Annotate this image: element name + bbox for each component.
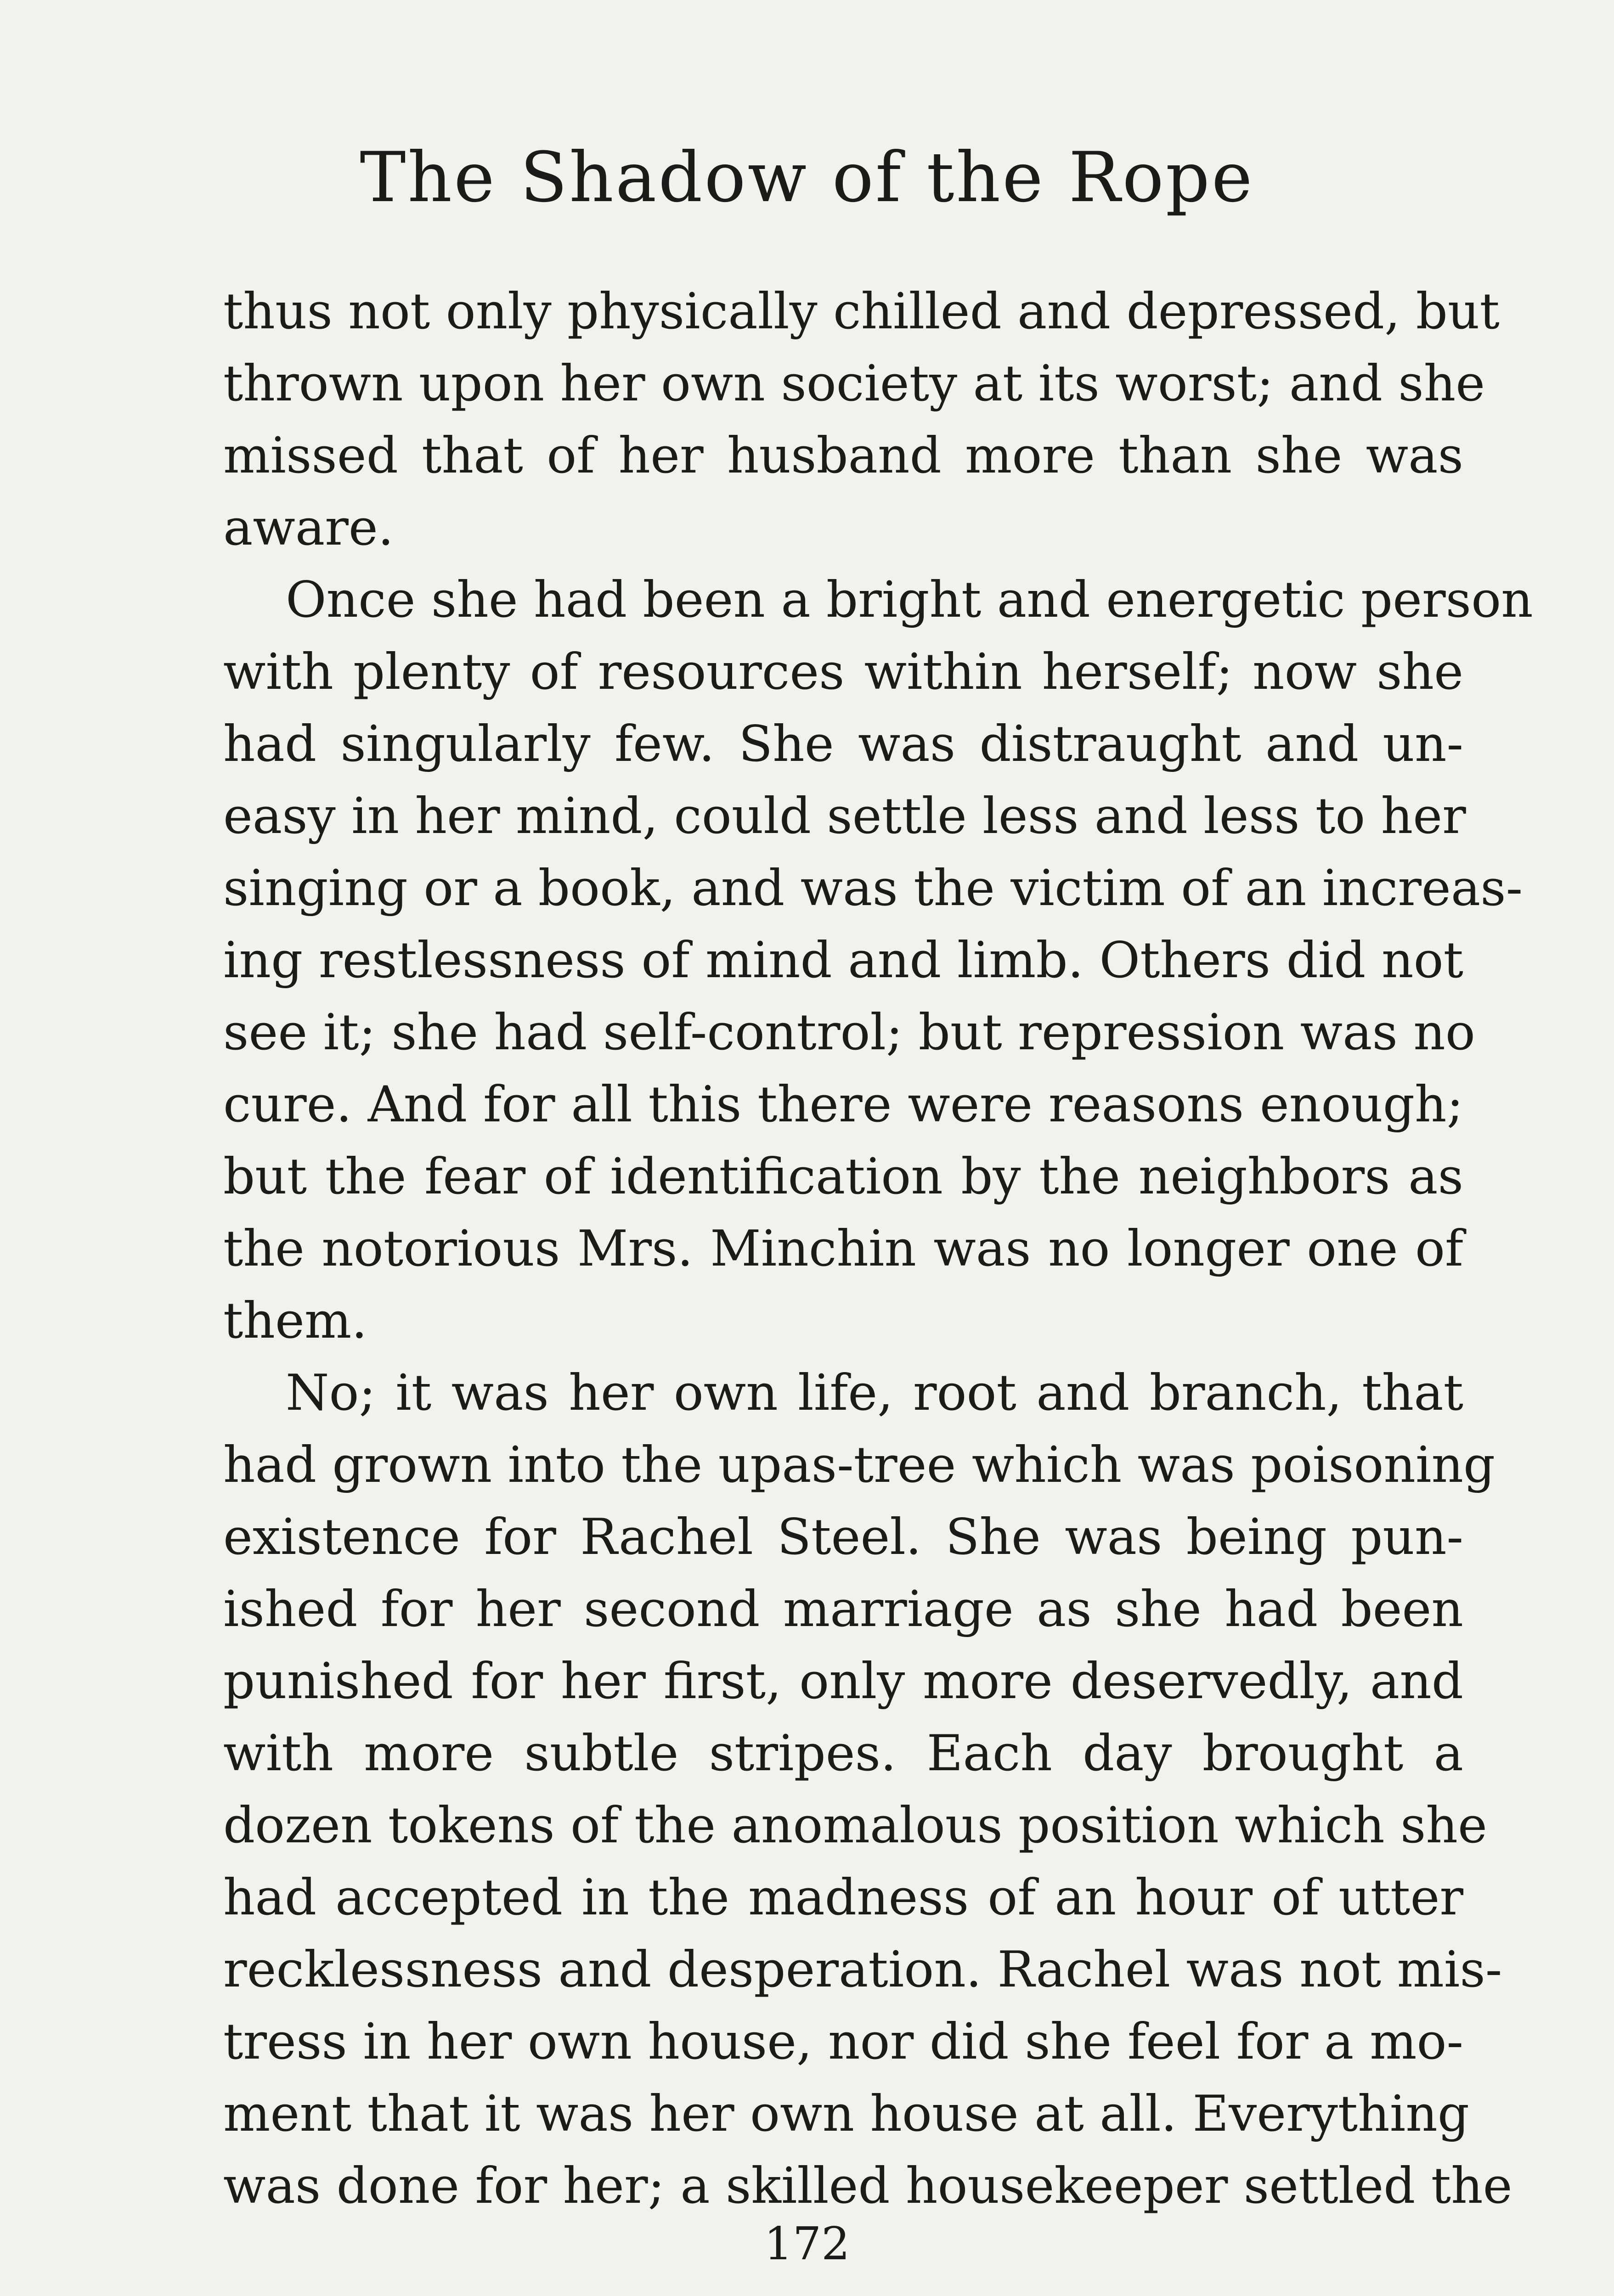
- body-text: [223, 276, 1533, 2222]
- text-line: tress in her own house, nor did she feel for a mo-: [223, 2013, 1463, 2071]
- text-line: them.: [223, 1292, 367, 1350]
- text-line: ment that it was her own house at all. Everything: [223, 2085, 1469, 2143]
- text-line: dozen tokens of the anomalous position which she: [223, 1797, 1487, 1854]
- text-line: thrown upon her own society at its worst; and she: [223, 355, 1485, 412]
- text-line: easy in her mind, could settle less and less to her: [223, 788, 1466, 845]
- text-line: with more subtle stripes. Each day brought a: [223, 1725, 1463, 1782]
- text-line: but the fear of identification by the neighbors as: [223, 1148, 1463, 1205]
- text-line: No; it was her own life, root and branch, that: [286, 1364, 1463, 1422]
- paragraph: [223, 1357, 1512, 2222]
- text-line: punished for her first, only more deservedly, and: [223, 1653, 1463, 1710]
- text-line: missed that of her husband more than she was: [223, 427, 1463, 484]
- text-line: thus not only physically chilled and depressed, but: [223, 283, 1500, 340]
- text-line: singing or a book, and was the victim of an increas-: [223, 860, 1523, 917]
- text-line: ished for her second marriage as she had been: [223, 1581, 1463, 1638]
- paragraph: [223, 564, 1533, 1357]
- text-line: the notorious Mrs. Minchin was no longer one of: [223, 1220, 1463, 1277]
- page-number: 172: [764, 2218, 850, 2270]
- text-line: recklessness and desperation. Rachel was not mis-: [223, 1941, 1502, 1998]
- text-line: with plenty of resources within herself; now she: [223, 643, 1463, 701]
- text-line: had grown into the upas-tree which was poisoning: [223, 1436, 1495, 1494]
- text-line: had singularly few. She was distraught and un-: [223, 715, 1463, 773]
- running-head-title: The Shadow of the Rope: [360, 138, 1254, 218]
- text-line: aware.: [223, 499, 394, 557]
- text-line: was done for her; a skilled housekeeper settled the: [223, 2157, 1512, 2215]
- text-line: see it; she had self-control; but repression was no: [223, 1004, 1475, 1061]
- text-line: ing restlessness of mind and limb. Others did not: [223, 932, 1463, 989]
- text-line: cure. And for all this there were reasons enough;: [223, 1076, 1463, 1133]
- text-line: existence for Rachel Steel. She was being pun-: [223, 1508, 1463, 1566]
- paragraph: [223, 276, 1500, 564]
- text-line: Once she had been a bright and energetic person: [286, 571, 1533, 629]
- text-line: had accepted in the madness of an hour of utter: [223, 1869, 1463, 1926]
